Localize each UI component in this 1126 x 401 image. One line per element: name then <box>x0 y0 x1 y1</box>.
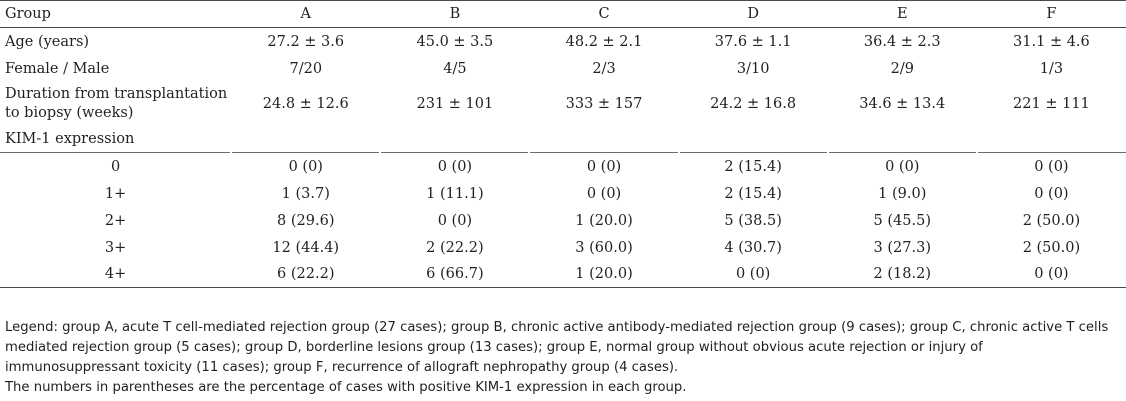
section-rule <box>828 126 977 153</box>
table-cell: 2/9 <box>890 60 914 77</box>
table-cell: 0 (0) <box>586 185 622 202</box>
row-label: 4+ <box>0 261 231 288</box>
row-label: 1+ <box>104 185 127 202</box>
table-cell: 231 ± 101 <box>416 96 494 112</box>
section-rule <box>380 126 529 153</box>
table-cell: 0 (0) <box>1034 185 1069 202</box>
table-cell: 8 (29.6) <box>277 212 335 229</box>
sex-row <box>0 55 1126 82</box>
table-cell: 1 (3.7) <box>281 185 330 202</box>
table-cell: 24.8 ± 12.6 <box>262 96 349 112</box>
table-cell: 27.2 ± 3.6 <box>267 33 345 50</box>
table-cell: 1 (20.0) <box>575 212 633 229</box>
header-b: B <box>380 1 529 28</box>
section-label: KIM-1 expression <box>0 126 231 153</box>
table-cell: 2 (22.2) <box>426 239 484 256</box>
table-cell: 2 (15.4) <box>724 158 782 175</box>
table-cell: 1 (20.0) <box>529 261 678 288</box>
table-cell: 0 (0) <box>679 261 828 288</box>
table-cell: 0 (0) <box>288 158 323 175</box>
header-f: F <box>977 1 1126 28</box>
header-row <box>0 1 1126 28</box>
table-cell: 34.6 ± 13.4 <box>859 96 946 112</box>
table-cell: 0 (0) <box>437 212 473 229</box>
table-legend <box>5 318 1120 398</box>
duration-row <box>0 82 1126 126</box>
header-a: A <box>231 1 380 28</box>
table-cell: 0 (0) <box>1034 158 1069 175</box>
table-cell: 221 ± 111 <box>1013 96 1090 112</box>
table-cell: 0 (0) <box>586 158 622 175</box>
legend-note: The numbers in parentheses are the percentage of cases with positive KIM-1 expression in each group. <box>5 380 687 395</box>
row-label: Duration from transplantation to biopsy (weeks) <box>5 86 228 121</box>
table-cell: 2 (50.0) <box>1022 212 1081 229</box>
table-cell: 0 (0) <box>977 261 1126 288</box>
row-label: Age (years) <box>5 33 90 50</box>
score-row-0 <box>0 153 1126 181</box>
row-label: 0 <box>110 158 121 175</box>
row-label: 2+ <box>104 212 127 229</box>
section-rule <box>679 126 828 153</box>
table-cell: 0 (0) <box>437 158 473 175</box>
table-cell: 2 (18.2) <box>828 261 977 288</box>
table-cell: 4/5 <box>443 60 467 77</box>
kim1-section-row <box>0 126 1126 153</box>
table-cell: 1/3 <box>1039 60 1064 77</box>
table-cell: 45.0 ± 3.5 <box>416 33 494 50</box>
table-cell: 5 (45.5) <box>873 212 931 229</box>
table-cell: 5 (38.5) <box>724 212 782 229</box>
table-cell: 7/20 <box>289 60 323 77</box>
score-row-4 <box>0 261 1126 288</box>
table-cell: 333 ± 157 <box>565 96 643 112</box>
header-group: Group <box>0 1 231 28</box>
row-label: Female / Male <box>5 60 110 77</box>
table-cell: 2 (50.0) <box>1022 239 1081 256</box>
table-cell: 3/10 <box>736 60 770 77</box>
table-cell: 48.2 ± 2.1 <box>565 33 643 50</box>
section-rule <box>977 126 1126 153</box>
table-cell: 1 (11.1) <box>426 185 484 202</box>
table-cell: 0 (0) <box>885 158 920 175</box>
table-cell: 1 (9.0) <box>878 185 927 202</box>
table-cell: 3 (60.0) <box>575 239 633 256</box>
table-cell: 37.6 ± 1.1 <box>714 33 792 50</box>
table-cell: 2 (15.4) <box>724 185 782 202</box>
section-rule <box>231 126 380 153</box>
age-row <box>0 28 1126 56</box>
header-c: C <box>529 1 678 28</box>
table-cell: 3 (27.3) <box>873 239 931 256</box>
table-cell: 4 (30.7) <box>724 239 782 256</box>
table-cell: 6 (22.2) <box>231 261 380 288</box>
section-rule <box>529 126 678 153</box>
score-row-1 <box>0 180 1126 207</box>
table-cell: 36.4 ± 2.3 <box>863 33 941 50</box>
legend-text: Legend: group A, acute T cell-mediated rejection group (27 cases); group B, chronic active antibody-mediated rejection group (9 cases); group C, chronic active T cells mediated rejection group (5 cases); group D, borderline lesions group (13 cases); group E, normal group without obvious acute rejection or injury of immunosuppressant toxicity (11 cases); group F, recurrence of allograft nephropathy group (4 cases). <box>5 320 1109 375</box>
header-d: D <box>679 1 828 28</box>
table-cell: 24.2 ± 16.8 <box>710 96 797 112</box>
score-row-3 <box>0 234 1126 261</box>
table-cell: 12 (44.4) <box>272 239 340 256</box>
header-e: E <box>828 1 977 28</box>
row-label: 3+ <box>104 239 127 256</box>
score-row-2 <box>0 207 1126 234</box>
table-cell: 31.1 ± 4.6 <box>1013 33 1090 50</box>
table-cell: 6 (66.7) <box>380 261 529 288</box>
table-cell: 2/3 <box>592 60 616 77</box>
